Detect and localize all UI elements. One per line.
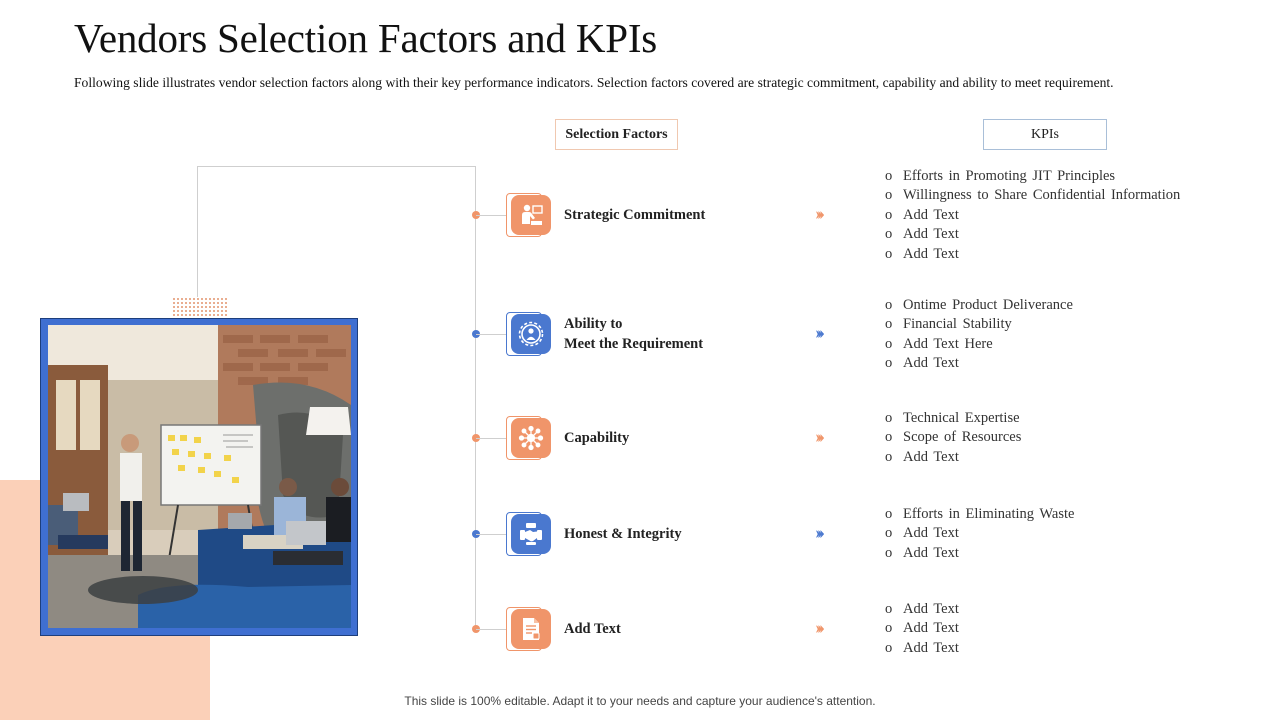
bullet-icon: o bbox=[885, 410, 893, 426]
kpi-item bbox=[885, 544, 1074, 563]
kpi-text: Efforts in Eliminating Waste bbox=[903, 506, 1075, 522]
kpi-item bbox=[885, 619, 959, 638]
kpi-text: Add Text bbox=[903, 620, 959, 637]
kpi-text: Add Text bbox=[903, 639, 959, 656]
handshake-icon bbox=[511, 514, 551, 554]
kpi-item bbox=[885, 225, 1180, 244]
factor-label-line1: Capability bbox=[564, 430, 630, 446]
bullet-icon: o bbox=[885, 639, 893, 656]
bullet-icon: o bbox=[885, 187, 893, 204]
kpi-item bbox=[885, 335, 1073, 354]
kpi-text: Add Text Here bbox=[903, 335, 993, 352]
bullet-icon: o bbox=[885, 316, 893, 333]
factor-icon-wrap bbox=[506, 607, 554, 655]
bullet-icon: o bbox=[885, 226, 893, 243]
kpi-text: Technical Expertise bbox=[903, 410, 1020, 426]
kpi-text: Add Text bbox=[903, 601, 959, 617]
kpi-item bbox=[885, 186, 1180, 205]
kpi-text: Scope of Resources bbox=[903, 429, 1022, 446]
factor-icon-wrap bbox=[506, 312, 554, 360]
bullet-icon: o bbox=[885, 448, 893, 465]
kpi-item bbox=[885, 167, 1180, 186]
kpi-text: Ontime Product Deliverance bbox=[903, 297, 1073, 313]
document-icon bbox=[511, 609, 551, 649]
kpi-text: Add Text bbox=[903, 206, 959, 223]
kpi-item bbox=[885, 296, 1073, 315]
bullet-icon: o bbox=[885, 355, 893, 372]
bullet-icon: o bbox=[885, 245, 893, 262]
kpis-header bbox=[983, 119, 1107, 150]
kpi-text: Add Text bbox=[903, 448, 959, 465]
kpi-item bbox=[885, 524, 1074, 543]
kpi-list bbox=[885, 167, 1180, 264]
kpi-item bbox=[885, 448, 1021, 467]
factor-label bbox=[564, 428, 629, 448]
bullet-icon: o bbox=[885, 206, 893, 223]
kpi-item bbox=[885, 639, 959, 658]
factor-label bbox=[564, 524, 682, 544]
factor-label-line1: Honest & Integrity bbox=[564, 526, 682, 542]
kpi-item bbox=[885, 245, 1180, 264]
chevron-arrows-icon: ››› bbox=[815, 322, 821, 342]
network-icon bbox=[511, 418, 551, 458]
kpi-text: Add Text bbox=[903, 525, 959, 542]
factor-label bbox=[564, 205, 705, 225]
chevron-arrows-icon: ››› bbox=[815, 617, 821, 637]
chevron-arrows-icon: ››› bbox=[815, 203, 821, 223]
slide-title: Vendors Selection Factors and KPIs bbox=[74, 15, 658, 61]
kpis-header-label: KPIs bbox=[1030, 126, 1059, 142]
kpi-list bbox=[885, 409, 1021, 467]
kpi-text: Efforts in Promoting JIT Principles bbox=[903, 168, 1116, 184]
bullet-icon: o bbox=[885, 506, 893, 522]
connector-stub bbox=[476, 629, 506, 630]
bullet-icon: o bbox=[885, 429, 893, 446]
selection-factors-header bbox=[555, 119, 678, 150]
kpi-item bbox=[885, 505, 1074, 524]
kpi-text: Add Text bbox=[903, 245, 959, 262]
factor-label-line1: Add Text bbox=[564, 621, 621, 637]
connector-left-vertical bbox=[197, 166, 198, 297]
slide-footer: This slide is 100% editable. Adapt it to your needs and capture your audience's attention. bbox=[404, 694, 876, 708]
connector-stub bbox=[476, 334, 506, 335]
bullet-icon: o bbox=[885, 601, 893, 617]
selection-factors-header-label: Selection Factors bbox=[565, 126, 668, 142]
connector-stub bbox=[476, 534, 506, 535]
kpi-text: Add Text bbox=[903, 355, 959, 372]
office-photo bbox=[48, 325, 351, 628]
presenter-icon bbox=[511, 195, 551, 235]
factor-label-line1: Ability to bbox=[564, 316, 623, 332]
factor-icon-wrap bbox=[506, 193, 554, 241]
kpi-item bbox=[885, 315, 1073, 334]
kpi-item bbox=[885, 409, 1021, 428]
connector-top-horizontal bbox=[197, 166, 476, 167]
factor-label-line2: Meet the Requirement bbox=[564, 336, 704, 352]
bullet-icon: o bbox=[885, 335, 893, 352]
bullet-icon: o bbox=[885, 168, 893, 184]
chevron-arrows-icon: ››› bbox=[815, 522, 821, 542]
kpi-text: Financial Stability bbox=[903, 316, 1012, 333]
kpi-item bbox=[885, 206, 1180, 225]
kpi-item bbox=[885, 354, 1073, 373]
slide-subtitle: Following slide illustrates vendor selection factors along with their key performance indicators. Selection factors covered are strategic commitment, capability and ability to meet requirement. bbox=[74, 75, 1114, 90]
kpi-list bbox=[885, 505, 1074, 563]
kpi-text: Add Text bbox=[903, 226, 959, 243]
kpi-text: Add Text bbox=[903, 544, 959, 561]
connector-stub bbox=[476, 215, 506, 216]
factor-label bbox=[564, 314, 703, 354]
factor-icon-wrap bbox=[506, 416, 554, 464]
bullet-icon: o bbox=[885, 525, 893, 542]
bullet-icon: o bbox=[885, 297, 893, 313]
bullet-icon: o bbox=[885, 544, 893, 561]
kpi-item bbox=[885, 428, 1021, 447]
dot-pattern bbox=[172, 297, 228, 319]
gear-person-icon bbox=[511, 314, 551, 354]
office-photo-frame bbox=[40, 318, 358, 636]
kpi-list bbox=[885, 296, 1073, 374]
bullet-icon: o bbox=[885, 620, 893, 637]
kpi-text: Willingness to Share Confidential Information bbox=[903, 187, 1181, 204]
kpi-list bbox=[885, 600, 959, 658]
factor-icon-wrap bbox=[506, 512, 554, 560]
factor-label bbox=[564, 619, 621, 639]
connector-main-vertical bbox=[475, 166, 476, 629]
kpi-item bbox=[885, 600, 959, 619]
factor-label-line1: Strategic Commitment bbox=[564, 207, 706, 223]
connector-stub bbox=[476, 438, 506, 439]
chevron-arrows-icon: ››› bbox=[815, 426, 821, 446]
